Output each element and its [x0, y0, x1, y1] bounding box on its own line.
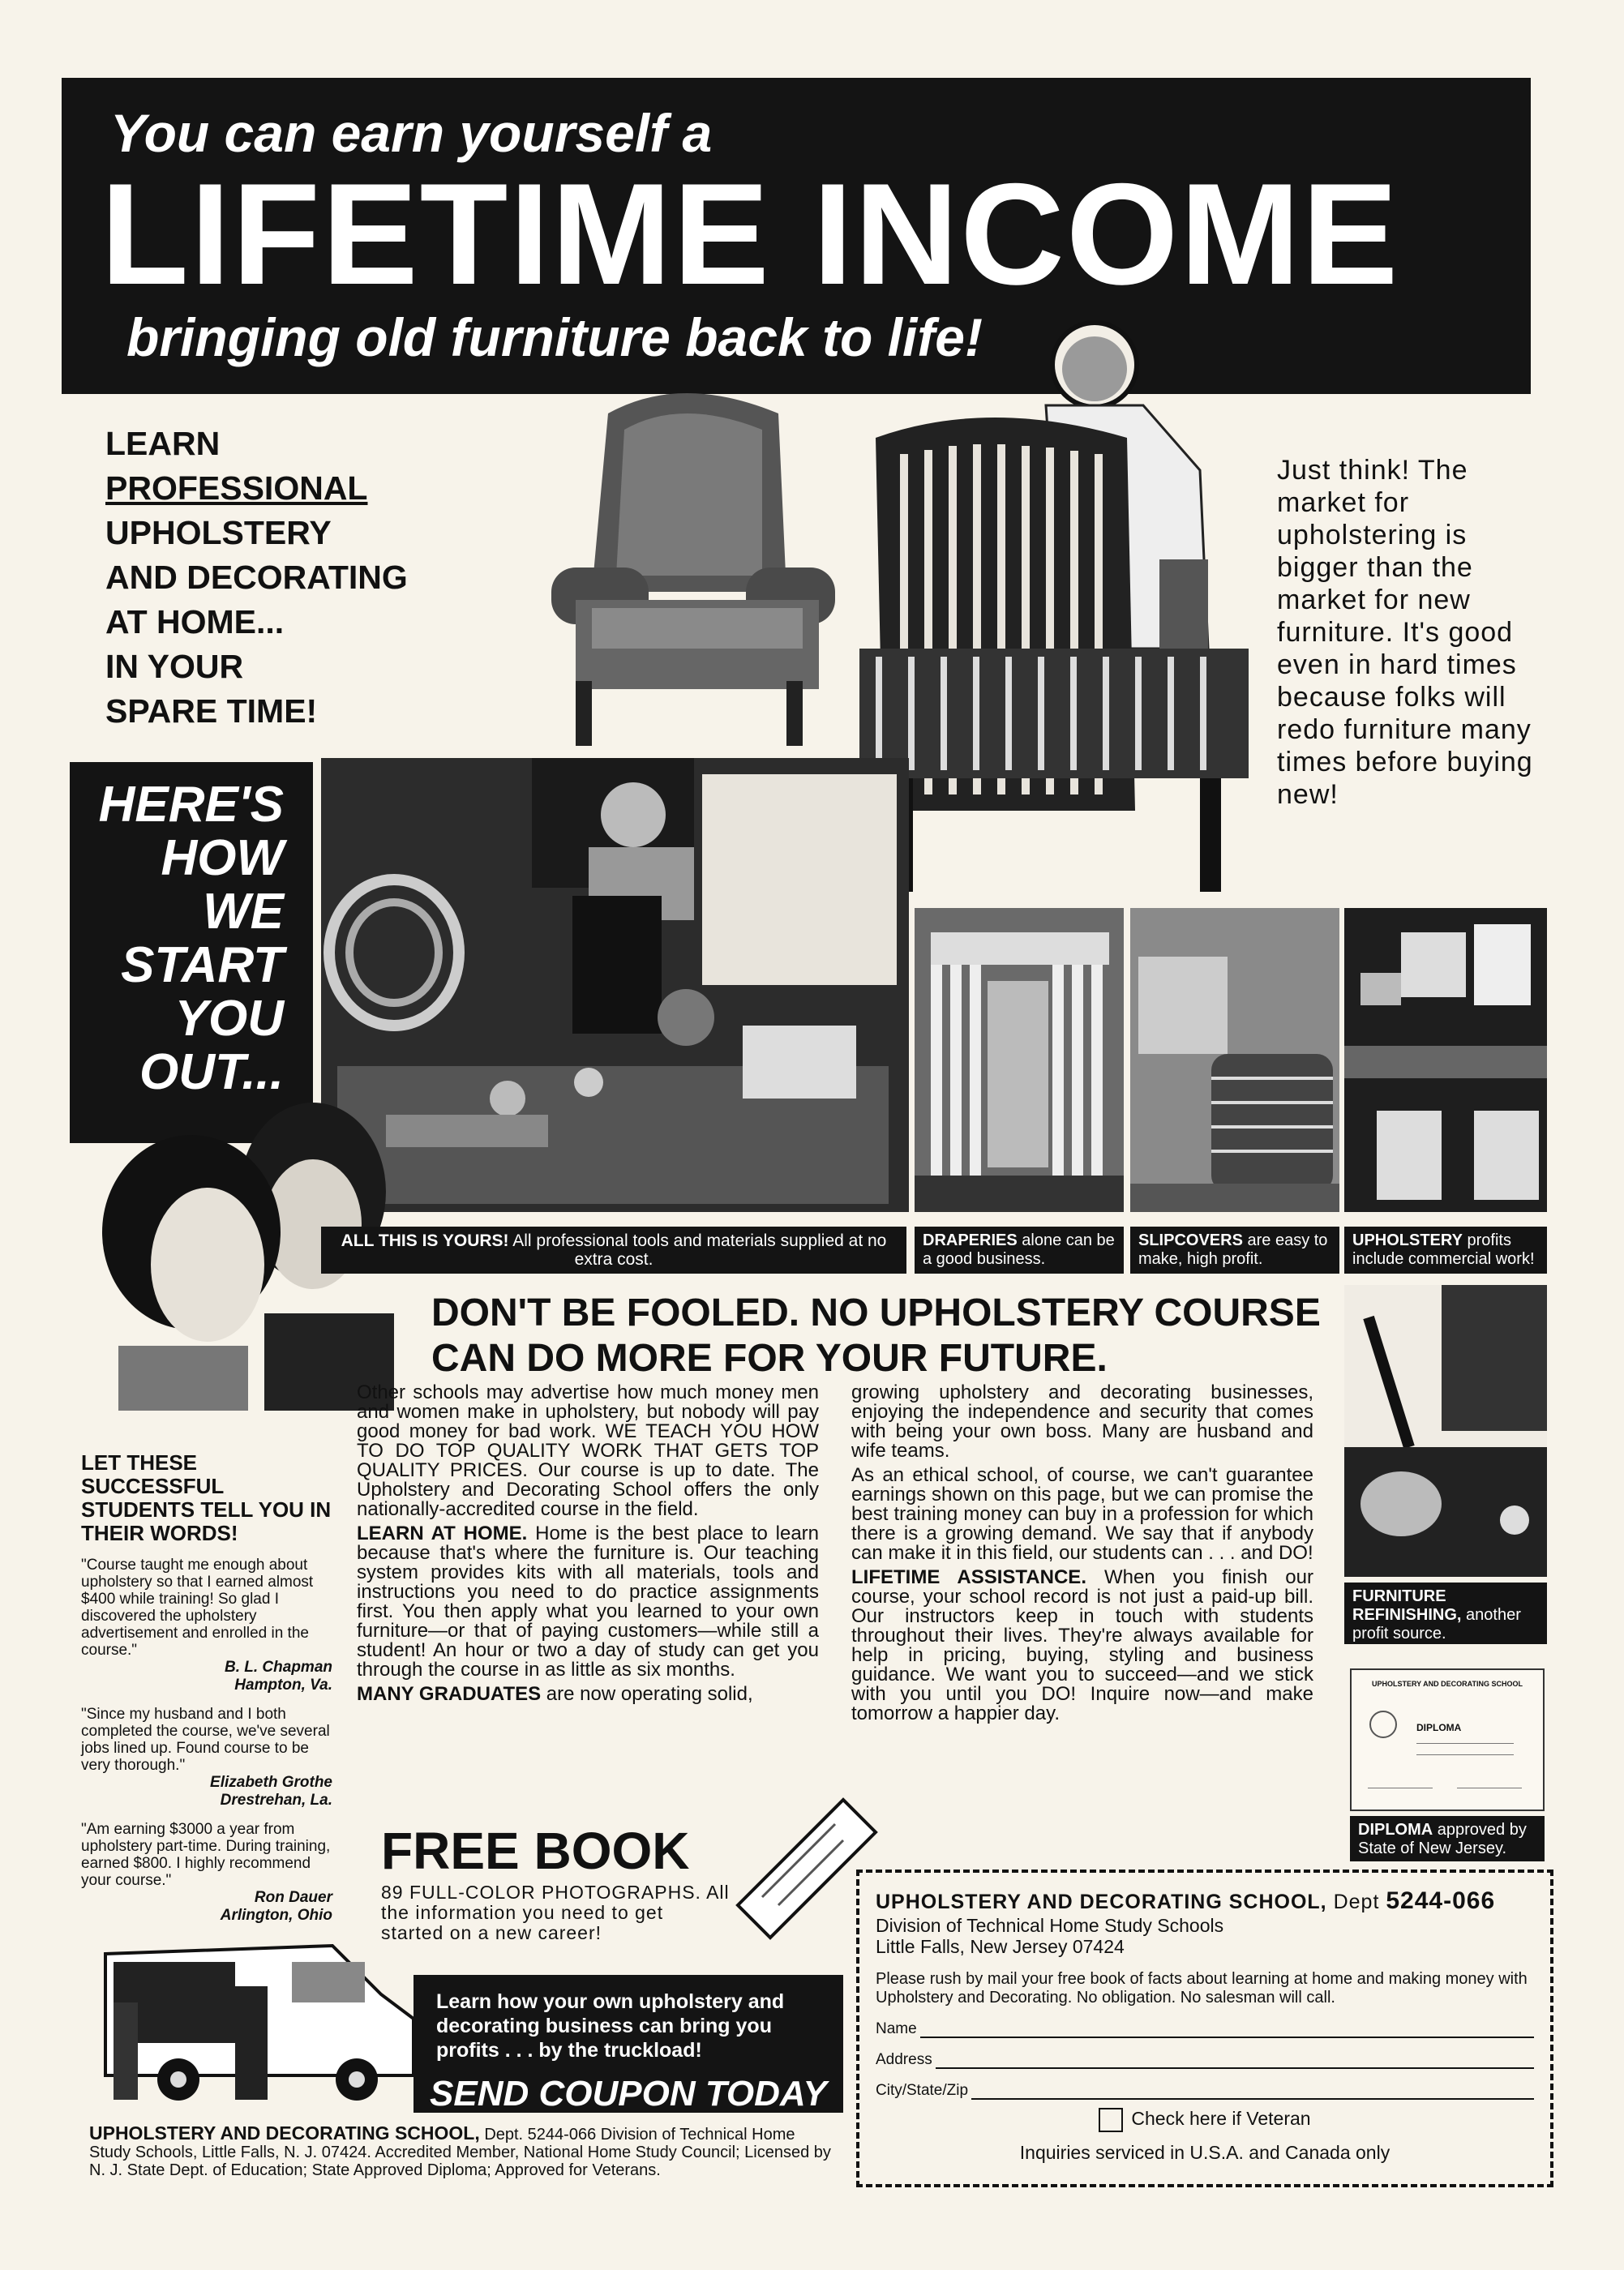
testimonial-name: B. L. Chapman [224, 1659, 332, 1676]
refinishing-caption [1344, 1583, 1547, 1644]
body-paragraph: growing upholstery and decorating businesses, enjoying the independence and security that comes with being your own boss. Many are husband and wife teams. [851, 1381, 1313, 1462]
coupon-dept-number: 5244-066 [1386, 1887, 1496, 1914]
refinishing-caption-text: another profit source. [1352, 1606, 1521, 1643]
draperies-caption [915, 1227, 1124, 1274]
draperies-caption-text: alone can be a good business. [923, 1231, 1115, 1268]
header-kicker: You can earn yourself a [110, 103, 713, 163]
heres-how-line: OUT... [139, 1044, 284, 1100]
heres-how-line: HOW [161, 830, 284, 886]
send-coupon-cta: SEND COUPON TODAY [430, 2074, 827, 2114]
slipcovers-caption-bold: SLIPCOVERS [1138, 1231, 1243, 1249]
learn-line: AT HOME... [105, 603, 285, 640]
draperies-caption-bold: DRAPERIES [923, 1231, 1018, 1249]
body-paragraph: are now operating solid, [546, 1683, 753, 1705]
header-subline: bringing old furniture back to life! [126, 307, 983, 367]
upholstery-caption-text: profits include commercial work! [1352, 1231, 1535, 1268]
city-field-label: City/State/Zip [876, 2082, 969, 2099]
testimonials [81, 1451, 332, 1925]
learn-line: IN YOUR [105, 648, 244, 685]
learn-block [105, 422, 478, 734]
coupon-school [876, 1887, 1534, 1915]
learn-line: PROFESSIONAL [105, 469, 368, 507]
learn-line: UPHOLSTERY [105, 514, 332, 551]
draperies-photo [915, 908, 1124, 1212]
heres-how-line: WE [203, 884, 284, 940]
testimonial-quote: "Since my husband and I both completed the course, we've several jobs lined up. Found course to be very thorough." [81, 1706, 330, 1774]
coupon-school-name: UPHOLSTERY AND DECORATING SCHOOL, [876, 1891, 1327, 1913]
address-field-label: Address [876, 2051, 932, 2068]
body-column-1 [357, 1383, 819, 1709]
coupon-inquiries: Inquiries serviced in U.S.A. and Canada only [1019, 2142, 1390, 2163]
diploma-caption-text: approved by State of New Jersey. [1358, 1821, 1527, 1857]
name-field-label: Name [876, 2020, 917, 2037]
name-field[interactable] [876, 2020, 1534, 2038]
learn-line: LEARN [105, 425, 221, 462]
city-state-zip-field[interactable] [876, 2082, 1534, 2100]
testimonial-quote: "Am earning $3000 a year from upholstery part-time. During training, earned $800. I highly recommend your course." [81, 1821, 331, 1889]
testimonial-name: Elizabeth Grothe [210, 1774, 332, 1791]
testimonial-place: Hampton, Va. [234, 1677, 332, 1694]
upholstery-caption-bold: UPHOLSTERY [1352, 1231, 1463, 1249]
veteran-label: Check here if Veteran [1131, 2108, 1311, 2130]
order-coupon[interactable] [856, 1870, 1553, 2187]
body-paragraph: Home is the best place to learn because that's where the furniture is. Our teaching system provides kits with all materials, tools and instructions you need to do practice assignments first. You then apply what you learned to your own furniture—or that of paying customers—while still a student! An hour or two a day of study can get you through the course in as little as six months. [357, 1523, 820, 1681]
diploma-school-text: UPHOLSTERY AND DECORATING SCHOOL [1371, 1680, 1523, 1688]
slipcovers-caption [1130, 1227, 1339, 1274]
learn-line: SPARE TIME! [105, 692, 318, 730]
heres-how-line: START [121, 937, 284, 993]
body-paragraph: When you finish our course, your school record is not just a paid-up bill. Our instructors keep in touch with students throughout their lives. They're always available for help in pricing, buying, styling and business guidance. We want you to succeed—and we stick with you until you DO! Inquire now—and make tomorrow a happier day. [851, 1566, 1313, 1724]
header-headline: LIFETIME INCOME [101, 153, 1400, 315]
heres-how-line: YOU [174, 991, 284, 1047]
diploma-caption-bold: DIPLOMA [1358, 1821, 1433, 1839]
free-book-text: 89 FULL-COLOR PHOTOGRAPHS. All the information you need to get started on a new career! [381, 1882, 730, 1943]
body-lead: LEARN AT HOME. [357, 1523, 528, 1544]
tools-caption-text: All professional tools and materials supplied at no extra cost. [512, 1231, 887, 1269]
testimonial-place: Arlington, Ohio [220, 1907, 332, 1924]
slipcovers-photo [1130, 908, 1339, 1212]
body-column-2 [851, 1383, 1313, 1728]
body-paragraph: As an ethical school, of course, we can't guarantee earnings shown on this page, but we can promise the best training money can buy in a profession for which there is a growing demand. We say that if anybody can make it in this field, our students can . . . and DO! [851, 1464, 1313, 1564]
refinishing-photo [1344, 1285, 1547, 1577]
body-lead: MANY GRADUATES [357, 1683, 542, 1705]
just-think-text: Just think! The market for upholstering is bigger than the market for new furniture. It's good even in hard times because folks will redo furniture many times before buying new! [1277, 455, 1533, 810]
body-paragraph: Other schools may advertise how much money men and women make in upholstery, but nobody will pay good money for bad work. WE TEACH YOU HOW TO DO TOP QUALITY WORK THAT GETS TOP QUALITY PRICES. Our course is up to date. The Upholstery and Decorating School offers the only nationally-accredited course in the field. [357, 1381, 819, 1520]
footer-text [89, 2124, 835, 2179]
heres-how-line: HERE'S [98, 777, 284, 833]
tools-caption [321, 1227, 906, 1274]
address-field[interactable] [876, 2051, 1534, 2069]
coupon-address: Little Falls, New Jersey 07424 [876, 1936, 1125, 1957]
footer-school: UPHOLSTERY AND DECORATING SCHOOL, [89, 2122, 480, 2144]
testimonial-quote: "Course taught me enough about upholstery so that I earned almost $400 while training! So glad I discovered the upholstery advertisement and enrolled in the course." [81, 1557, 314, 1659]
testimonial-place: Drestrehan, La. [220, 1792, 332, 1809]
striped-chair-photo [859, 308, 1265, 900]
van-illustration [89, 1930, 430, 2108]
diploma-image [1350, 1668, 1545, 1811]
seal-icon [1369, 1711, 1397, 1738]
coupon-dept-label: Dept [1333, 1891, 1380, 1913]
diploma-word: DIPLOMA [1416, 1722, 1462, 1733]
body-lead: LIFETIME ASSISTANCE. [851, 1566, 1086, 1588]
free-book-title: FREE BOOK [381, 1822, 690, 1880]
upholstery-caption [1344, 1227, 1547, 1274]
footer-details: Dept. 5244-066 Division of Technical Home Study Schools, Little Falls, N. J. 07424. Accredited Member, National Home Study Council; Licensed by N. J. State Dept. of Education; State Approved Diploma; Approved for Veterans. [89, 2126, 831, 2179]
learn-line: AND DECORATING [105, 559, 408, 596]
diploma-caption [1350, 1816, 1545, 1861]
send-coupon-text: Learn how your own upholstery and decorating business can bring you profits . . . by the truckload! [436, 1990, 785, 2062]
coupon-division: Division of Technical Home Study Schools [876, 1915, 1224, 1936]
worn-chair-photo [519, 381, 859, 754]
veteran-checkbox[interactable] [1099, 2108, 1123, 2132]
testimonial-name: Ron Dauer [254, 1889, 332, 1906]
upholstery-photo [1344, 908, 1547, 1212]
testimonials-heading: LET THESE SUCCESSFUL STUDENTS TELL YOU IN THEIR WORDS! [81, 1450, 332, 1545]
slipcovers-caption-text: are easy to make, high profit. [1138, 1231, 1328, 1268]
coupon-request-text: Please rush by mail your free book of facts about learning at home and making money with Upholstery and Decorating. No obligation. No salesman will call. [876, 1970, 1528, 2007]
send-coupon-box [413, 1975, 843, 2113]
dont-be-fooled-headline: DON'T BE FOOLED. NO UPHOLSTERY COURSE CAN DO MORE FOR YOUR FUTURE. [431, 1291, 1321, 1380]
header-banner [62, 78, 1531, 394]
refinishing-caption-bold: FURNITURE REFINISHING, [1352, 1587, 1462, 1624]
tools-caption-bold: ALL THIS IS YOURS! [341, 1231, 509, 1250]
heres-how-box [70, 762, 313, 1143]
veteran-option[interactable] [876, 2108, 1534, 2132]
